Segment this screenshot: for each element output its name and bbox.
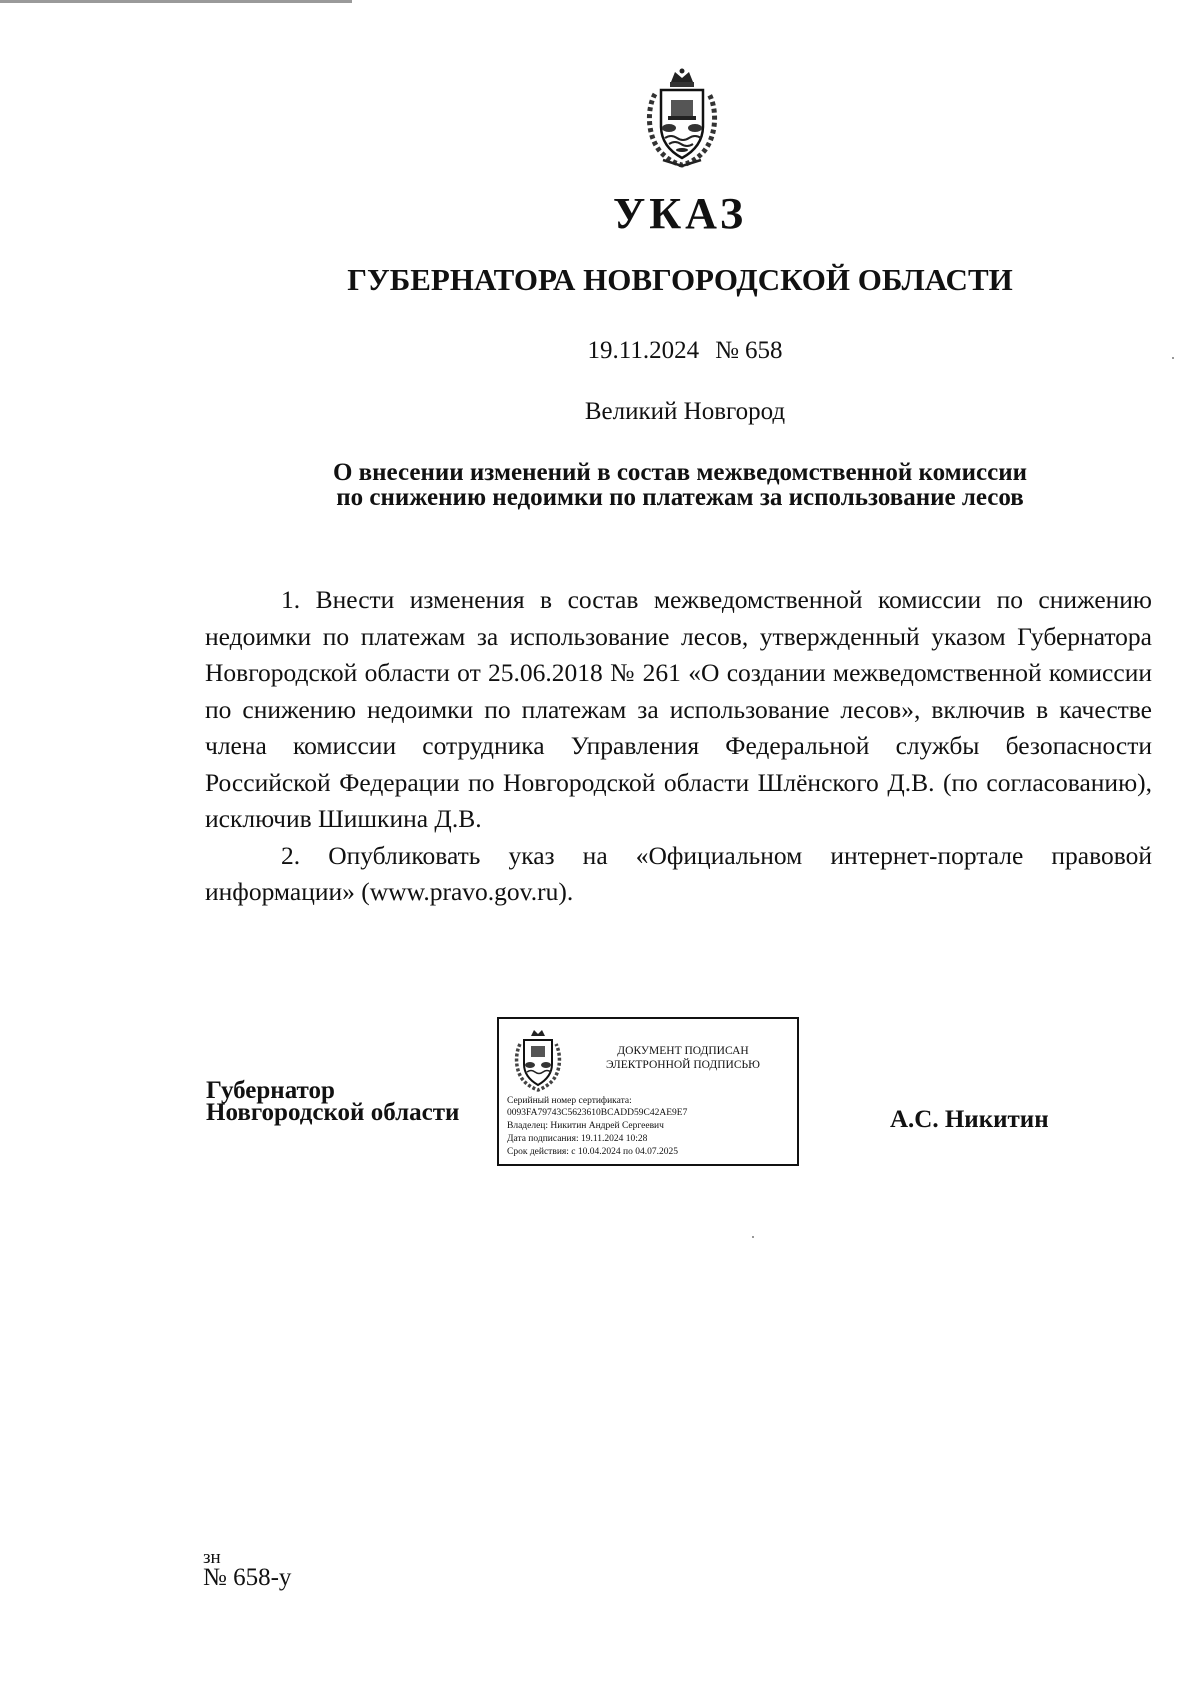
stamp-caption — [569, 1044, 797, 1072]
document-heading — [200, 460, 1160, 510]
stamp-serial-label: Серийный номер сертификата: — [507, 1096, 632, 1106]
heading-line: по снижению недоимки по платежам за использование лесов — [336, 484, 1024, 511]
document-body — [205, 582, 1152, 911]
stamp-caption-line: ЭЛЕКТРОННОЙ ПОДПИСЬЮ — [606, 1059, 760, 1071]
signatory-name: А.С. Никитин — [890, 1106, 1049, 1133]
scan-speck — [1172, 357, 1174, 359]
stamp-caption-line: ДОКУМЕНТ ПОДПИСАН — [617, 1045, 749, 1057]
signatory-position — [206, 1077, 460, 1126]
date-number-line — [0, 337, 1200, 365]
signatory-position-line: Губернатор — [206, 1077, 335, 1104]
footer-code: зн — [203, 1547, 221, 1568]
document-subtitle: ГУБЕРНАТОРА НОВГОРОДСКОЙ ОБЛАСТИ — [347, 262, 1013, 297]
stamp-owner: Владелец: Никитин Андрей Сергеевич — [507, 1121, 664, 1131]
stamp-sign-date: Дата подписания: 19.11.2024 10:28 — [507, 1134, 648, 1144]
document-date: 19.11.2024 — [587, 337, 700, 364]
electronic-signature-stamp — [497, 1017, 799, 1166]
body-paragraph: 1. Внести изменения в состав межведомственной комиссии по снижению недоимки по платежам за использование лесов, утвержденный указом Губернатора Новгородской области от 25.06.2018 № 261 «О создании межведомственной комиссии по снижению недоимки по платежам за использование лесов», включив в качестве члена комиссии сотрудника Управления Федеральной службы безопасности Российской Федерации по Новгородской области Шлёнского Д.В. (по согласованию), исключив Шишкина Д.В. — [205, 585, 1152, 833]
coat-of-arms-icon — [641, 68, 723, 168]
document-city: Великий Новгород — [584, 398, 786, 425]
scan-speck — [752, 1236, 754, 1238]
stamp-validity: Срок действия: с 10.04.2024 по 04.07.2025 — [507, 1147, 678, 1157]
signatory-position-line: Новгородской области — [206, 1099, 460, 1126]
scan-edge-line — [0, 0, 352, 3]
document-number: 658 — [744, 337, 783, 364]
footer-number: № 658-у — [203, 1564, 292, 1591]
coat-of-arms-icon — [511, 1028, 565, 1092]
number-sign: № — [715, 337, 739, 364]
heading-line: О внесении изменений в состав межведомственной комиссии — [332, 459, 1028, 486]
stamp-serial-value: 0093FA79743C5623610BCADD59C42AE9E7 — [507, 1108, 688, 1118]
body-paragraph: 2. Опубликовать указ на «Официальном интернет-портале правовой информации» (www.pravo.gov.ru). — [205, 840, 1152, 906]
document-title: УКАЗ — [612, 189, 748, 238]
